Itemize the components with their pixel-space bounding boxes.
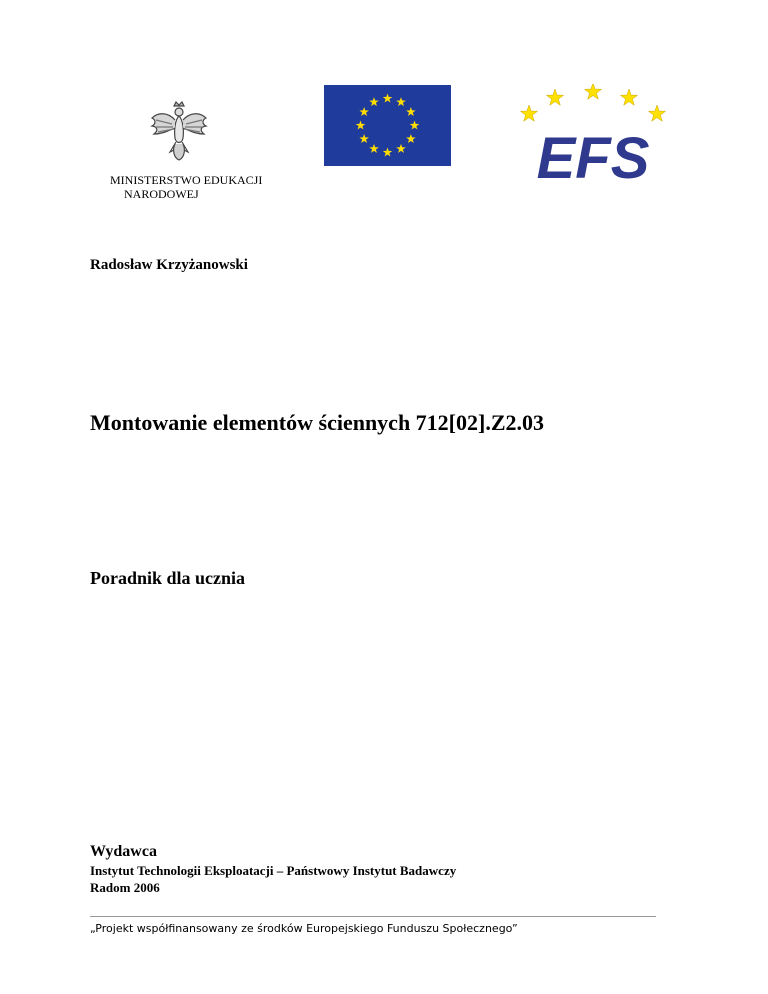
- ministry-label-line1: MINISTERSTWO EDUKACJI: [110, 173, 263, 187]
- efs-logo: [515, 84, 671, 187]
- document-title: Montowanie elementów ściennych 712[02].Z2.03: [90, 410, 545, 435]
- efs-star: [620, 89, 637, 105]
- ministry-label-line2: NARODOWEJ: [124, 187, 199, 201]
- efs-star: [584, 84, 601, 99]
- eu-flag-icon: [324, 85, 451, 166]
- polish-eagle-icon: [148, 100, 210, 162]
- efs-star: [520, 105, 537, 121]
- publisher-name: Instytut Technologii Eksploatacji – Państwowy Instytut Badawczy: [90, 863, 457, 878]
- publisher-place: Radom 2006: [90, 880, 160, 895]
- efs-logo-text: EFS: [536, 126, 650, 187]
- efs-star: [648, 105, 665, 121]
- document-subtitle: Poradnik dla ucznia: [90, 568, 246, 588]
- publisher-heading: Wydawca: [90, 843, 157, 860]
- footer-divider: [90, 916, 656, 917]
- ministry-label: [110, 173, 290, 201]
- author-name: Radosław Krzyżanowski: [90, 257, 248, 273]
- footer-note: „Projekt współfinansowany ze środków Europejskiego Funduszu Społecznego”: [90, 922, 518, 935]
- efs-star: [546, 89, 563, 105]
